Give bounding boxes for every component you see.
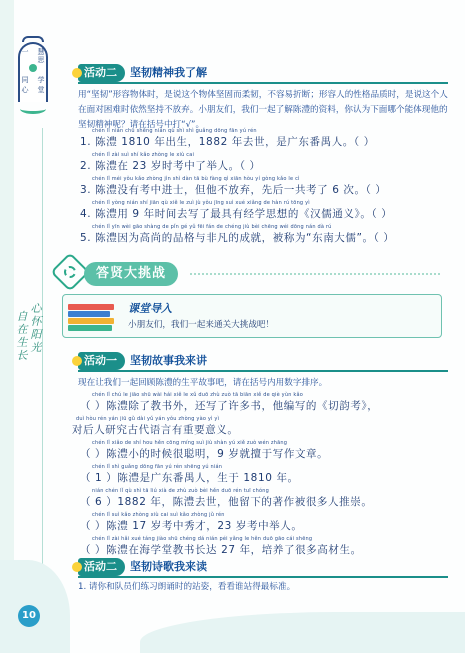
emblem-char: 思 — [37, 56, 45, 64]
sequence-text[interactable]: （ 1 ）陈澧是广东番禺人，生于 1810 年。 — [80, 472, 299, 484]
sequence-text[interactable]: （ ）陈澧在海学堂教书长达 27 年，培养了很多高材生。 — [80, 544, 362, 556]
sequence-item — [80, 392, 450, 416]
question-text[interactable]: 4. 陈澧用 9 年时间去写了最具有经学思想的《汉儒通义》。（ ） — [80, 208, 393, 220]
pinyin-line: chén lǐ chú le jiāo shū wài hái xiě le xǔ duō zhù zuò tā biān xiě de qiè yùn kǎo — [92, 392, 303, 398]
gear-badge-icon — [56, 258, 84, 286]
book-icon — [68, 311, 110, 317]
pinyin-line: chén lǐ yòng nián shí jiān qù xiě le zuì jù yǒu jīng suì xué xiǎng de hàn rú tōng yì — [92, 200, 310, 206]
side-text-char: 自 — [16, 310, 28, 323]
pinyin-line: chén lǐ zài hǎi xué táng jiào shū chéng dá nián péi yǎng le hěn duō gāo cái shēng — [92, 536, 313, 542]
pill-dot-icon — [72, 68, 82, 78]
intro-box-text: 小朋友们，我们一起来通关大挑战吧！ — [128, 320, 275, 330]
question-text[interactable]: 2. 陈澧在 23 岁时考中了举人。（ ） — [80, 160, 261, 172]
section-header-activity-2b — [78, 558, 448, 578]
emblem-char: 慧 — [37, 48, 45, 56]
pinyin-line: chén lǐ shì guǎng dōng fān yú rén shēng yú nián — [92, 464, 223, 470]
section-intro-paragraph: 1. 请你和队员们练习朗诵时的站姿，看看谁站得最标准。 — [78, 582, 296, 592]
question-item — [80, 152, 450, 176]
side-text-char: 光 — [30, 341, 42, 354]
question-text[interactable]: 1. 陈澧 1810 年出生，1882 年去世，是广东番禺人。（ ） — [80, 136, 375, 148]
side-text-char: 生 — [16, 336, 28, 349]
pinyin-line: chén lǐ méi yǒu kǎo zhòng jìn shì dàn tā bù fàng qì xiān hòu yí gòng kǎo le cì — [92, 176, 300, 182]
side-text-char: 心 — [30, 302, 42, 315]
pinyin-line: chén lǐ xiǎo de shí hou hěn cōng míng suì jiù shàn yú xiě zuò wén zhāng — [92, 440, 288, 446]
bottom-wave-decoration — [140, 612, 465, 653]
sequence-item — [80, 488, 450, 512]
question-item — [80, 224, 450, 248]
book-icon — [68, 325, 112, 331]
intro-box-title: 课堂导入 — [128, 302, 172, 315]
question-item — [80, 176, 450, 200]
section-header-activity-2 — [78, 64, 448, 84]
books-icon — [68, 300, 114, 334]
pill-dot-icon — [72, 356, 82, 366]
emblem-char: 一 — [21, 48, 29, 56]
emblem-char: 同 — [21, 76, 29, 84]
side-text-char: 在 — [16, 323, 28, 336]
question-list — [80, 128, 450, 248]
emblem-leaf-icon — [29, 64, 37, 72]
lesson-intro-box — [62, 294, 442, 338]
sequence-item — [80, 464, 450, 488]
section-intro-paragraph: 用“坚韧”形容物体时，是说这个物体坚固而柔韧，不容易折断；形容人的性格品质时，是说这个人在面对困难时依然坚持不放弃。小朋友们，我们一起了解陈澧的资料，你认为下面哪个能体现他的坚韧精神呢？请在括号中打“√”。 — [78, 90, 448, 130]
pinyin-line: nián chén lǐ qù shì tā liú xià de zhù zuò bèi hěn duō rén tuī chóng — [92, 488, 270, 494]
sequence-text[interactable]: （ 6 ）1882 年，陈澧去世，他留下的著作被很多人推崇。 — [80, 496, 373, 508]
pinyin-line: duì hòu rén yán jiū gǔ dài yǔ yán yǒu zhòng yào yì yì — [76, 416, 220, 422]
activity-pill: 活动一 — [78, 352, 125, 370]
side-text-char: 阳 — [30, 328, 42, 341]
sequence-item — [80, 536, 450, 560]
section-title: 坚韧精神我了解 — [130, 66, 207, 79]
activity-pill: 活动二 — [78, 64, 125, 82]
question-item — [80, 200, 450, 224]
sequence-list — [72, 392, 450, 560]
sequence-item — [80, 440, 450, 464]
book-icon — [68, 318, 114, 324]
question-item — [80, 128, 450, 152]
sequence-item-continued — [72, 416, 450, 440]
emblem-logo — [18, 42, 48, 122]
section-title: 坚韧故事我来讲 — [130, 354, 207, 367]
pinyin-line: chén lǐ suì kǎo zhòng xiù cai suì kǎo zhòng jǔ rén — [92, 512, 225, 518]
left-margin-rule — [42, 128, 43, 598]
gear-icon — [64, 266, 76, 278]
page-number: 10 — [18, 605, 40, 627]
sequence-text[interactable]: （ ）陈澧 17 岁考中秀才，23 岁考中举人。 — [80, 520, 303, 532]
emblem-char: 心 — [21, 86, 29, 94]
sequence-text[interactable]: （ ）陈澧小的时候很聪明，9 岁就擅于写作文章。 — [80, 448, 329, 460]
emblem-swoosh — [20, 104, 46, 114]
pill-dot-icon — [72, 562, 82, 572]
sequence-text[interactable]: （ ）陈澧除了教书外，还写了许多书，他编写的《切韵考》， — [80, 400, 379, 412]
side-text-char: 长 — [16, 349, 28, 362]
question-text[interactable]: 5. 陈澧因为高尚的品格与非凡的成就，被称为“东南大儒”。（ ） — [80, 232, 395, 244]
section-header-activity-1 — [78, 352, 448, 372]
section-intro-paragraph: 现在让我们一起回顾陈澧的生平故事吧，请在括号内用数字排序。 — [78, 378, 328, 388]
side-text-char: 怀 — [30, 315, 42, 328]
sequence-item — [80, 512, 450, 536]
section-title: 坚韧诗歌我来读 — [130, 560, 207, 573]
banner-dotted-line — [190, 273, 440, 275]
question-text[interactable]: 3. 陈澧没有考中进士，但他不放弃，先后一共考了 6 次。（ ） — [80, 184, 387, 196]
emblem-char: 堂 — [37, 86, 45, 94]
section-underline — [78, 82, 448, 84]
left-margin-band — [0, 0, 14, 653]
section-underline — [78, 576, 448, 578]
pinyin-line: chén lǐ zài suì shí kǎo zhòng le xiù cai — [92, 152, 195, 158]
book-icon — [68, 304, 114, 310]
challenge-banner: 答贤大挑战 — [84, 262, 178, 286]
activity-pill: 活动二 — [78, 558, 125, 576]
pinyin-line: chén lǐ nián chū shēng nián qù shì shì guǎng dōng fān yú rén — [92, 128, 257, 134]
emblem-char: 学 — [37, 76, 45, 84]
sequence-text: 对后人研究古代语言有重要意义。 — [72, 424, 239, 436]
section-underline — [78, 370, 448, 372]
pinyin-line: chén lǐ yīn wèi gāo shàng de pǐn gé yǔ fēi fán de chéng jiù bèi chēng wéi dōng nán dà rú — [92, 224, 332, 230]
